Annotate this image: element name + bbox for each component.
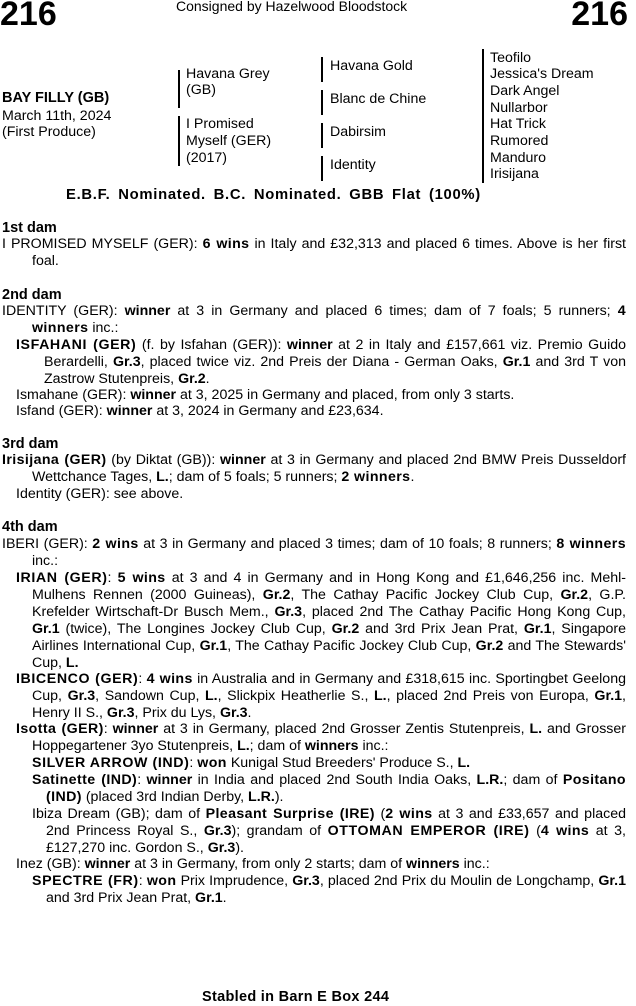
fourth-dam-text: IBERI (GER): 2 wins at 3 in Germany and placed 3 times; dam of 10 foals; 8 runners; 8 winners inc.: — [2, 536, 626, 569]
pedigree-line-gp3 — [321, 123, 323, 148]
dam-name-line1: I Promised — [186, 116, 254, 132]
isfand-text: Isfand (GER): winner at 3, 2024 in Germany and £23,634. — [16, 403, 384, 419]
ggp-3: Dark Angel — [490, 83, 560, 99]
third-dam-text: Irisijana (GER) (by Diktat (GB)): winner at 3 in Germany and placed 2nd BMW Preis Dusseldorf Wettchance Tages, L.; dam of 5 foals; 5 runners; 2 winners. — [2, 452, 626, 485]
horse-description: BAY FILLY (GB) — [2, 90, 110, 106]
ibicenco-text: IBICENCO (GER): 4 wins in Australia and in Germany and £318,615 inc. Sportingbet Geelong Cup, Gr.3, Sandown Cup, L., Slickpix Heatherlie S., L., placed 2nd Preis von Europa, Gr.1, Henry II S., Gr.3, Prix du Lys, Gr.3. — [16, 671, 626, 721]
ggp-4: Nullarbor — [490, 100, 548, 116]
dam-name-line3: (2017) — [186, 150, 228, 166]
horse-produce: (First Produce) — [2, 124, 96, 140]
spectre-text: SPECTRE (FR): won Prix Imprudence, Gr.3, placed 2nd Prix du Moulin de Longchamp, Gr.1 and 3rd Prix Jean Prat, Gr.1. — [32, 873, 626, 906]
pedigree-line-gp4 — [321, 156, 323, 181]
second-dam-heading: 2nd dam — [2, 287, 62, 303]
identity-ref-text: Identity (GER): see above. — [16, 486, 184, 502]
lot-number-right: 216 — [571, 0, 628, 33]
horse-foaled: March 11th, 2024 — [2, 108, 112, 124]
granddam-dam: Identity — [330, 157, 376, 173]
ggp-2: Jessica's Dream — [490, 66, 594, 82]
first-dam-text: I PROMISED MYSELF (GER): 6 wins in Italy and £32,313 and placed 6 times. Above is her first foal. — [2, 236, 626, 269]
pedigree-line-dam — [178, 116, 180, 166]
footer-stabling: Stabled in Barn E Box 244 — [202, 989, 390, 1005]
inez-text: Inez (GB): winner at 3 in Germany, from only 2 starts; dam of winners inc.: — [16, 856, 490, 872]
silver-arrow-text: SILVER ARROW (IND): won Kunigal Stud Breeders' Produce S., L. — [32, 755, 471, 771]
first-dam-heading: 1st dam — [2, 220, 57, 236]
third-dam-heading: 3rd dam — [2, 436, 59, 452]
ggp-1: Teofilo — [490, 50, 532, 66]
ggp-5: Hat Trick — [490, 116, 546, 132]
pedigree-line-sire — [178, 70, 180, 108]
pedigree-line-ggp — [482, 49, 484, 183]
satinette-text: Satinette (IND): winner in India and placed 2nd South India Oaks, L.R.; dam of Positano (IND) (placed 3rd Indian Derby, L.R.). — [32, 772, 626, 805]
grandsire-sire: Havana Gold — [330, 58, 413, 74]
grandsire-dam: Dabirsim — [330, 124, 386, 140]
ismahane-text: Ismahane (GER): winner at 3, 2025 in Germany and placed, from only 3 starts. — [16, 387, 515, 403]
sire-name-line2: (GB) — [186, 82, 216, 98]
lot-number-left: 216 — [0, 0, 57, 33]
ggp-7: Manduro — [490, 150, 546, 166]
ibiza-dream-text: Ibiza Dream (GB); dam of Pleasant Surprise (IRE) (2 wins at 3 and £33,657 and placed 2nd Princess Royal S., Gr.3); grandam of OTTOMAN EMPEROR (IRE) (4 wins at 3, £127,270 inc. Gordon S., Gr.3). — [32, 806, 626, 856]
consignor: Consigned by Hazelwood Bloodstock — [176, 0, 408, 14]
isfahani-text: ISFAHANI (GER) (f. by Isfahan (GER)): winner at 2 in Italy and £157,661 viz. Premio Guido Berardelli, Gr.3, placed twice viz. 2nd Preis der Diana - German Oaks, Gr.1 and 3rd T von Zastrow Stutenpreis, Gr.2. — [16, 337, 627, 387]
ggp-8: Irisijana — [490, 166, 539, 182]
sire-name-line1: Havana Grey — [186, 66, 270, 82]
isotta-text: Isotta (GER): winner at 3 in Germany, placed 2nd Grosser Zentis Stutenpreis, L. and Grosser Hoppegartener 3yo Stutenpreis, L.; dam of winners inc.: — [16, 721, 626, 754]
ggp-6: Rumored — [490, 133, 549, 149]
granddam-sire: Blanc de Chine — [330, 91, 427, 107]
pedigree-line-gp2 — [321, 90, 323, 115]
dam-name-line2: Myself (GER) — [186, 133, 272, 149]
second-dam-text: IDENTITY (GER): winner at 3 in Germany and placed 6 times; dam of 7 foals; 5 runners; 4 winners inc.: — [2, 303, 626, 336]
pedigree-line-gp1 — [321, 57, 323, 82]
nominations: E.B.F. Nominated. B.C. Nominated. GBB Flat (100%) — [66, 187, 481, 203]
fourth-dam-heading: 4th dam — [2, 519, 58, 535]
irian-text: IRIAN (GER): 5 wins at 3 and 4 in Germany and in Hong Kong and £1,646,256 inc. Mehl-Mulhens Rennen (2000 Guineas), Gr.2, The Cathay Pacific Jockey Club Cup, Gr.2, G.P. Krefelder Wirtschaft-Dr Busch Mem., Gr.3, placed 2nd The Cathay Pacific Hong Kong Cup, Gr.1 (twice), The Longines Jockey Club Cup, Gr.2 and 3rd Prix Jean Prat, Gr.1, Singapore Airlines International Cup, Gr.1, The Cathay Pacific Jockey Club Cup, Gr.2 and The Stewards' Cup, L. — [16, 570, 626, 671]
